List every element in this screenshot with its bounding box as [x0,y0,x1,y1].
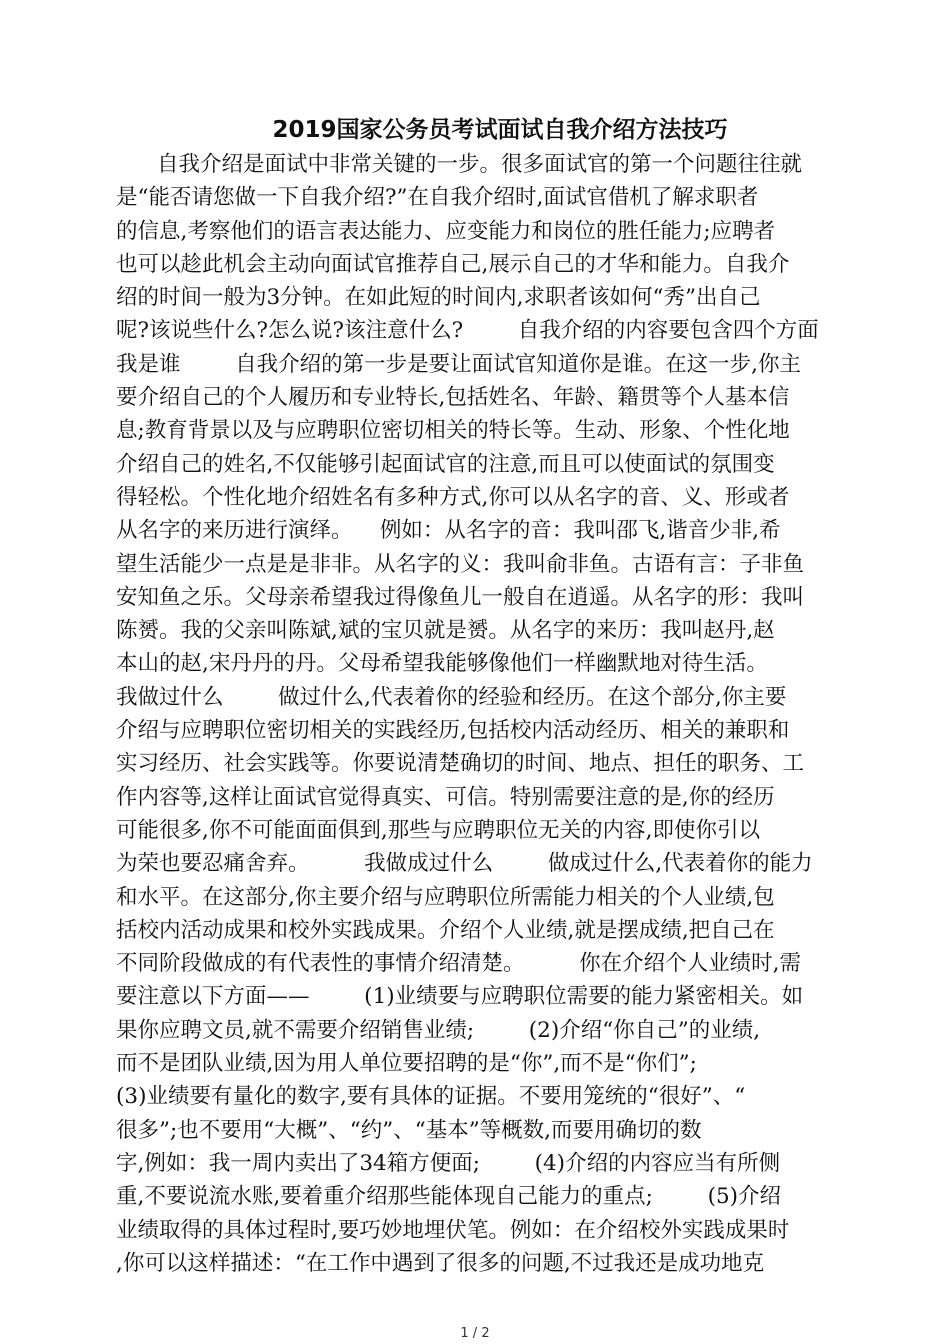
body-line: 业绩取得的具体过程时,要巧妙地埋伏笔。例如：在介绍校外实践成果时 [116,1217,790,1243]
body-line: ,你可以这样描述：“在工作中遇到了很多的问题,不过我还是成功地克 [116,1250,765,1276]
body-line: 括校内活动成果和校外实践成果。介绍个人业绩,就是摆成绩,把自己在 [116,917,775,943]
body-line: 呢?该说些什么?怎么说?该注意什么? 自我介绍的内容要包含四个方面 [116,318,819,344]
body-line: 安知鱼之乐。父母亲希望我过得像鱼儿一般自在逍遥。从名字的形：我叫 [116,584,805,610]
body-line: 本山的赵,宋丹丹的丹。父母希望我能够像他们一样幽默地对待生活。 [116,651,768,677]
body-line: 我是谁 自我介绍的第一步是要让面试官知道你是谁。在这一步,你主 [116,351,802,377]
body-line: 果你应聘文员,就不需要介绍销售业绩; (2)介绍“你自己”的业绩, [116,1017,761,1043]
body-line: 得轻松。个性化地介绍姓名有多种方式,你可以从名字的音、义、形或者 [116,484,790,510]
body-line: 重,不要说流水账,要着重介绍那些能体现自己能力的重点; (5)介绍 [116,1184,782,1210]
body-line: 实习经历、社会实践等。你要说清楚确切的时间、地点、担任的职务、工 [116,751,805,777]
body-line: 介绍自己的姓名,不仅能够引起面试官的注意,而且可以使面试的氛围变 [116,451,775,477]
body-line: 绍的时间一般为3分钟。在如此短的时间内,求职者该如何“秀”出自己 [116,285,761,311]
body-line: 为荣也要忍痛舍弃。 我做成过什么 做成过什么,代表着你的能力 [116,851,813,877]
body-line: 作内容等,这样让面试官觉得真实、可信。特别需要注意的是,你的经历 [116,784,775,810]
document-body [116,148,836,1280]
body-line: 介绍与应聘职位密切相关的实践经历,包括校内活动经历、相关的兼职和 [116,718,790,744]
body-line: 也可以趁此机会主动向面试官推荐自己,展示自己的才华和能力。自我介 [116,251,790,277]
document-title: 2019国家公务员考试面试自我介绍方法技巧 [272,117,728,143]
body-line: (3)业绩要有量化的数字,要有具体的证据。不要用笼统的“很好”、“ [116,1084,746,1110]
body-line: 是“能否请您做一下自我介绍?”在自我介绍时,面试官借机了解求职者 [116,185,759,211]
body-line: 我做过什么 做过什么,代表着你的经验和经历。在这个部分,你主要 [116,684,787,710]
body-line: 的信息,考察他们的语言表达能力、应变能力和岗位的胜任能力;应聘者 [116,218,776,244]
body-line: 陈赟。我的父亲叫陈斌,斌的宝贝就是赟。从名字的来历：我叫赵丹,赵 [116,618,775,644]
body-line: 可能很多,你不可能面面俱到,那些与应聘职位无关的内容,即使你引以 [116,817,761,843]
body-line: 息;教育背景以及与应聘职位密切相关的特长等。生动、形象、个性化地 [116,418,790,444]
body-line: 要注意以下方面—— (1)业绩要与应聘职位需要的能力紧密相关。如 [116,984,804,1010]
body-line: 很多”;也不要用“大概”、“约”、“基本”等概数,而要用确切的数 [116,1117,702,1143]
body-line: 从名字的来历进行演绎。 例如：从名字的音：我叫邵飞,谐音少非,希 [116,518,781,544]
body-line: 和水平。在这部分,你主要介绍与应聘职位所需能力相关的个人业绩,包 [116,884,775,910]
body-line: 望生活能少一点是是非非。从名字的义：我叫俞非鱼。古语有言：子非鱼 [116,551,805,577]
page-number: 1 / 2 [460,1326,490,1341]
body-line: 而不是团队业绩,因为用人单位要招聘的是“你”,而不是“你们”; [116,1051,697,1077]
body-line: 自我介绍是面试中非常关键的一步。很多面试官的第一个问题往往就 [116,152,803,177]
body-line: 字,例如：我一周内卖出了34箱方便面; (4)介绍的内容应当有所侧 [116,1150,781,1176]
body-line: 要介绍自己的个人履历和专业特长,包括姓名、年龄、籍贯等个人基本信 [116,385,790,411]
body-line: 不同阶段做成的有代表性的事情介绍清楚。 你在介绍个人业绩时,需 [116,951,802,977]
